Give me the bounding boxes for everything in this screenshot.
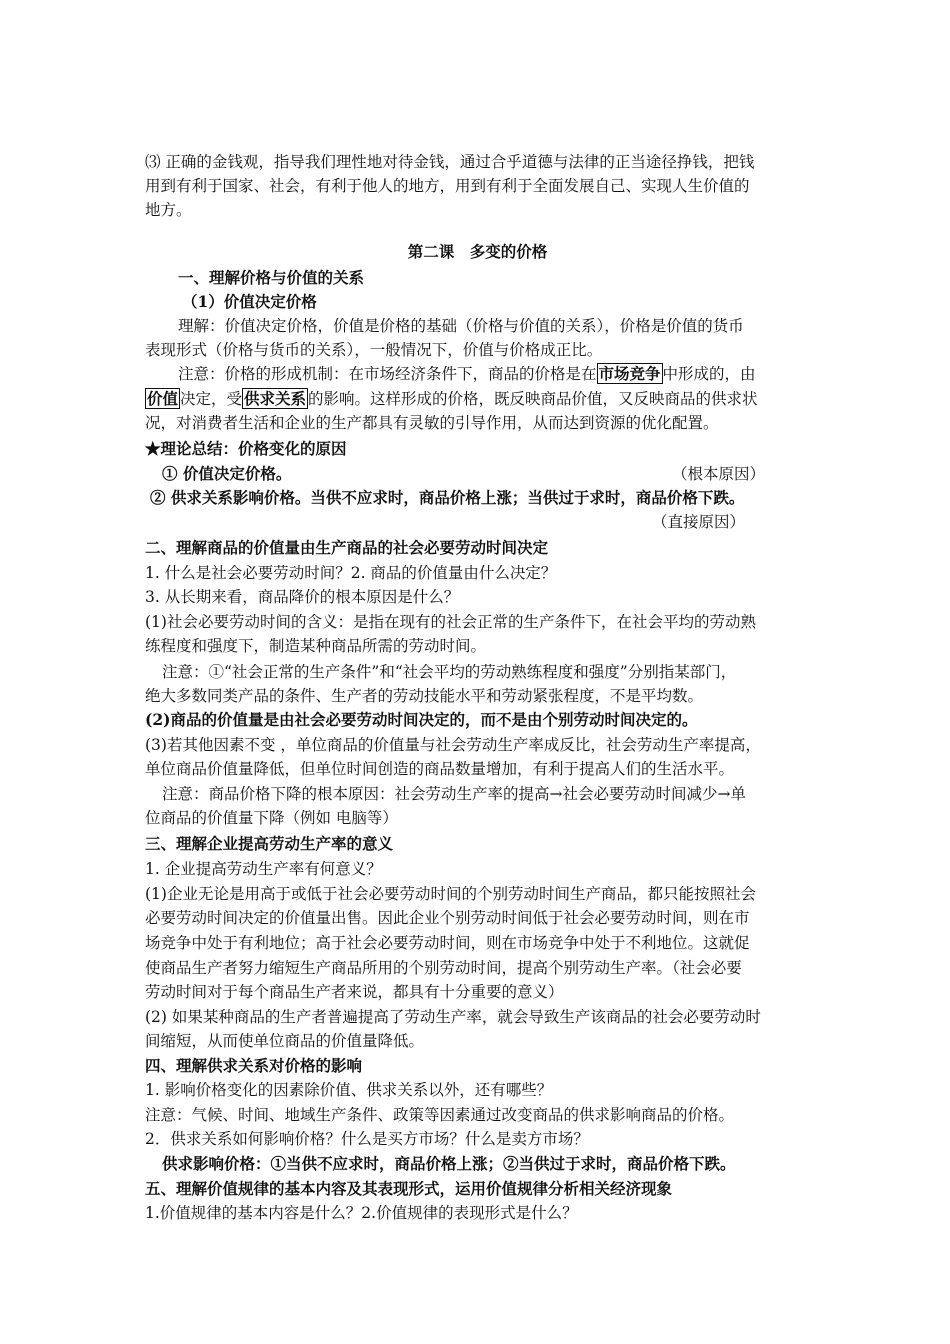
boxed-term: 市场竞争 (598, 364, 661, 383)
paragraph-line: (2)商品的价值量是由社会必要劳动时间决定的，而不是由个别劳动时间决定的。 (145, 710, 698, 729)
paragraph-line: 单位商品价值量降低，但单位时间创造的商品数量增加，有利于提高人们的生活水平。 (145, 760, 735, 778)
note-text: 注意：价格的形成机制：在市场经济条件下，商品的价格是在 (178, 365, 597, 383)
paragraph-line: (2) 如果某种商品的生产者普遍提高了劳动生产率，就会导致生产该商品的社会必要劳动时 (145, 1008, 761, 1026)
note-line: 注意：①“社会正常的生产条件”和“社会平均的劳动熟练程度和强度”分别指某部门， (162, 663, 737, 681)
subsection-heading: （1）价值决定价格 (182, 292, 317, 311)
intro-line: 地方。 (145, 201, 192, 219)
question-line: 1. 什么是社会必要劳动时间？2. 商品的价值量由什么决定？ (145, 564, 557, 582)
paragraph-line: 场竞争中处于有利地位；高于社会必要劳动时间，则在市场竞争中处于不利地位。这就促 (145, 934, 750, 952)
note-text: 决定，受 (180, 390, 243, 408)
boxed-term: 价值 (147, 389, 179, 408)
reason-tag: （根本原因） (671, 465, 765, 483)
paragraph-line: 练程度和强度下，制造某种商品所需的劳动时间。 (145, 637, 487, 655)
note-line (178, 362, 810, 386)
intro-line: ⑶ 正确的金钱观，指导我们理性地对待金钱，通过合乎道德与法律的正当途径挣钱，把钱 (145, 153, 755, 171)
question-line: 1. 影响价格变化的因素除价值、供求关系以外，还有哪些？ (145, 1081, 553, 1099)
paragraph-line: 间缩短，从而使单位商品的价值量降低。 (145, 1032, 425, 1050)
paragraph-line: (1)企业无论是用高于或低于社会必要劳动时间的个别劳动时间生产商品，都只能按照社会 (145, 885, 756, 903)
question-line: 3. 从长期来看，商品降价的根本原因是什么？ (145, 588, 460, 606)
note-line: 绝大多数同类产品的条件、生产者的劳动技能水平和劳动紧张程度，不是平均数。 (145, 687, 704, 705)
paragraph-line: 必要劳动时间决定的价值量出售。因此企业个别劳动时间低于社会必要劳动时间，则在市 (145, 909, 750, 927)
paragraph-line: 供求影响价格：①当供不应求时，商品价格上涨；②当供过于求时，商品价格下跌。 (162, 1154, 736, 1173)
note-line (145, 387, 810, 411)
paragraph-line: (3)若其他因素不变 ，单位商品的价值量与社会劳动生产率成反比，社会劳动生产率提高， (145, 736, 761, 754)
reason-line: ① 价值决定价格。 (162, 464, 292, 483)
note-line: 况，对消费者生活和企业的生产都具有灵敏的引导作用，从而达到资源的优化配置。 (145, 414, 719, 432)
reason-line: ② 供求关系影响价格。当供不应求时，商品价格上涨；当供过于求时，商品价格下跌。 (150, 488, 745, 507)
intro-line: 用到有利于国家、社会，有利于他人的地方，用到有利于全面发展自己、实现人生价值的 (145, 177, 750, 195)
note-text: 中形成的，由 (662, 365, 756, 383)
paragraph-line: 理解：价值决定价格，价值是价格的基础（价格与价值的关系），价格是价值的货币 (178, 317, 744, 335)
section-heading: 二、理解商品的价值量由生产商品的社会必要劳动时间决定 (145, 538, 549, 557)
paragraph-line: 表现形式（价格与货币的关系），一般情况下，价值与价格成正比。 (145, 341, 603, 359)
note-text: 的影响。这样形成的价格，既反映商品价值，又反映商品的供求状 (308, 390, 758, 408)
note-line: 注意：气候、时间、地域生产条件、政策等因素通过改变商品的供求影响商品的价格。 (145, 1106, 735, 1124)
note-line: 位商品的价值量下降（例如 电脑等） (145, 809, 398, 827)
paragraph-line: 使商品生产者努力缩短生产商品所用的个别劳动时间，提高个别劳动生产率。（社会必要 (145, 959, 742, 977)
boxed-term: 供求关系 (244, 389, 307, 408)
section-heading: 五、理解价值规律的基本内容及其表现形式，运用价值规律分析相关经济现象 (145, 1179, 673, 1198)
reason-tag: （直接原因） (651, 513, 745, 531)
paragraph-line: 劳动时间对于每个商品生产者来说，都具有十分重要的意义） (145, 983, 564, 1001)
paragraph-line: (1)社会必要劳动时间的含义：是指在现有的社会正常的生产条件下，在社会平均的劳动熟 (145, 613, 756, 631)
summary-heading: ★理论总结：价格变化的原因 (145, 439, 347, 458)
note-line: 注意：商品价格下降的根本原因：社会劳动生产率的提高→社会必要劳动时间减少→单 (162, 785, 746, 803)
section-heading: 一、理解价格与价值的关系 (178, 268, 365, 287)
lesson-title: 第二课 多变的价格 (407, 242, 548, 261)
question-line: 1.价值规律的基本内容是什么？2.价值规律的表现形式是什么？ (145, 1204, 578, 1222)
question-line: 2．供求关系如何影响价格？什么是买方市场？什么是卖方市场？ (145, 1130, 589, 1148)
question-line: 1. 企业提高劳动生产率有何意义？ (145, 860, 382, 878)
section-heading: 四、理解供求关系对价格的影响 (145, 1056, 363, 1075)
section-heading: 三、理解企业提高劳动生产率的意义 (145, 834, 394, 853)
